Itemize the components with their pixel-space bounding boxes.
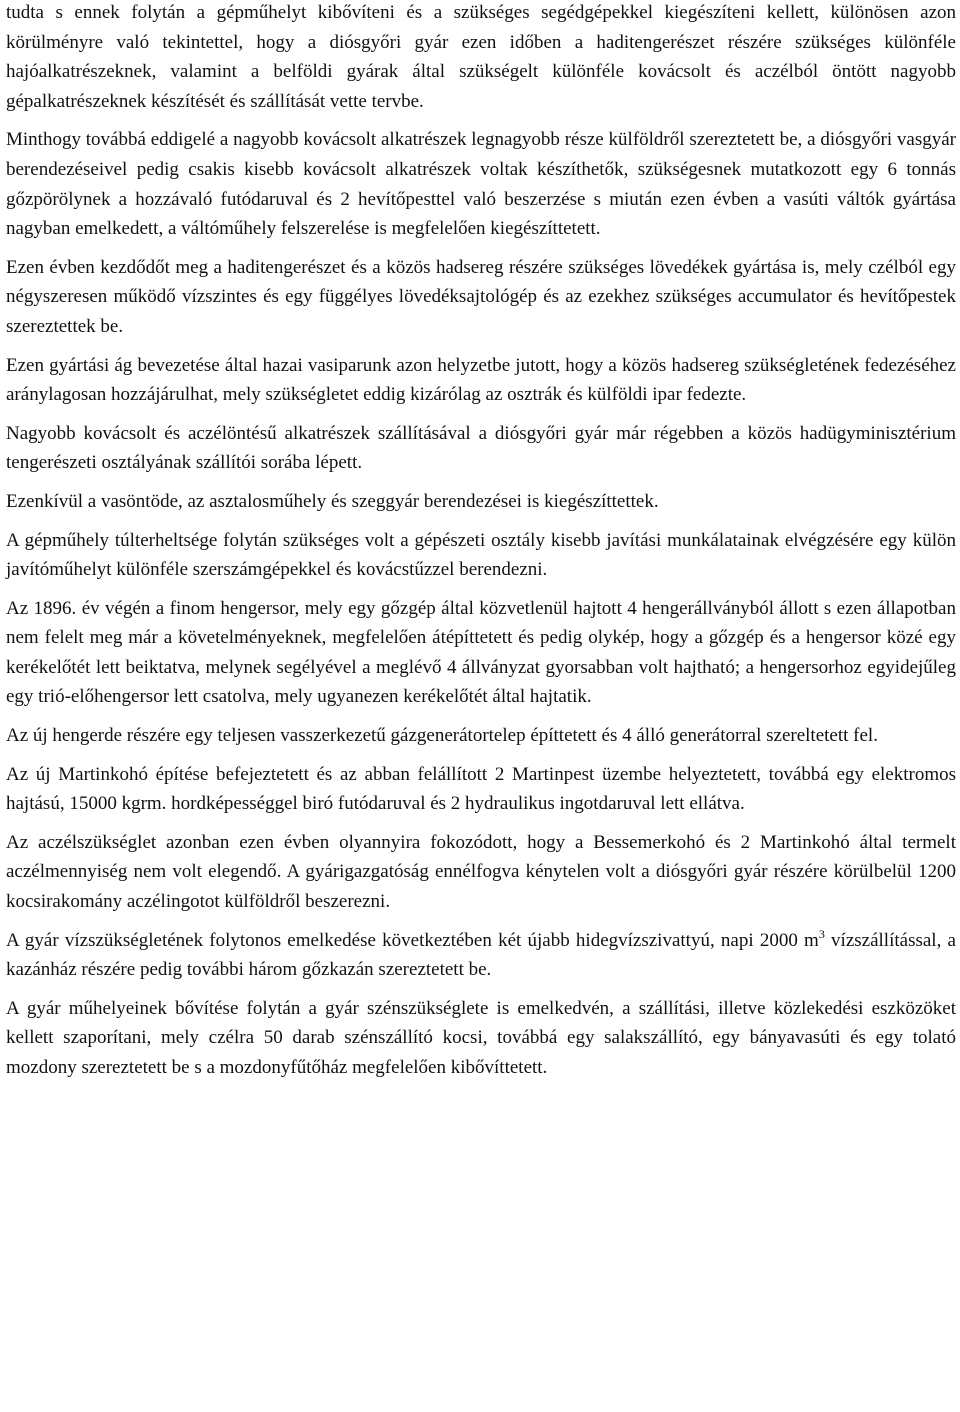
paragraph-steel-demand: Az aczélszükséglet azonban ezen évben olyannyira fokozódott, hogy a Bessemerkohó és 2 Martinkohó által termelt aczélmennyiség nem volt elegendő. A gyárigazgatóság ennélfogva kénytelen volt a diósgyőri gyár részére körülbelül 1200 kocsirakomány aczélingotot külföldről beszerezni. — [6, 831, 956, 913]
paragraph-water-supply — [6, 926, 956, 985]
paragraph-transport: A gyár műhelyeinek bővítése folytán a gyár szénszükséglete is emelkedvén, a szállítási, illetve közlekedési eszközöket kellett szaporítani, mely czélra 50 darab szénszállító kocsi, továbbá egy salakszállító, egy bányavasúti és egy tolató mozdony szereztetett be s a mozdonyfűtőház megfelelően kibővíttetett. — [6, 997, 956, 1078]
water-unit-superscript: 3 — [818, 926, 825, 941]
paragraph-steam-hammer: Minthogy továbbá eddigelé a nagyobb kovácsolt alkatrészek legnagyobb része külföldről szereztetett be, a diósgyőri vasgyár berendezéseivel pedig csakis kisebb kovácsolt alkatrészek voltak készíthetők, szükségesnek mutatkozott egy 6 tonnás gőzpörölynek a hozzávaló futódaruval és 2 hevítőpesttel való beszerzése s miután ezen évben a vasúti váltók gyártása nagyban emelkedett, a váltóműhely felszerelése is megfelelően kiegészíttetett. — [6, 129, 956, 240]
paragraph-rolling-mill: Az 1896. év végén a finom hengersor, mely egy gőzgép által közvetlenül hajtott 4 hengerállványból állott s ezen állapotban nem felelt meg már a követelményeknek, megfelelően átépíttetett és pedig olykép, hogy a gőzgép és a hengersor közé egy kerékelőtét lett beiktatva, melynek segélyével a meglévő 4 állványzat gyorsabban volt hajtható; a hengersorhoz egyidejűleg egy trió-előhengersor lett csatolva, mely ugyanezen kerékelőtét által hajtatik. — [6, 597, 956, 708]
water-text-after: vízszállítással, a kazánház részére pedig további három gőzkazán szereztetett be. — [6, 929, 956, 981]
document-page — [6, 0, 956, 1092]
water-text-before: A gyár vízszükségletének folytonos emelkedése következtében két újabb hidegvízszivattyú, napi 2000 m — [6, 929, 819, 951]
paragraph-martin-furnace: Az új Martinkohó építése befejeztetett és az abban felállított 2 Martinpest üzembe helyeztetett, továbbá egy elektromos hajtású, 15000 kgrm. hordképességgel biró futódaruval és 2 hydraulikus ingotdaruval lett ellátva. — [6, 763, 956, 815]
paragraph-navy-supplier: Nagyobb kovácsolt és aczélöntésű alkatrészek szállításával a diósgyőri gyár már régebben a közös hadügyminisztérium tengerészeti osztályának szállítói sorába lépett. — [6, 422, 956, 474]
paragraph-workshop-expansion: tudta s ennek folytán a gépműhelyt kibővíteni és a szükséges segédgépekkel kiegészíteni kellett, különösen azon körülményre való tekintettel, hogy a diósgyőri gyár ezen időben a haditengerészet részére szükséges különféle hajóalkatrészeknek, valamint a belföldi gyárak által szükségelt különféle kovácsolt és aczélból öntött nagyobb gépalkatrészeknek készítését és szállítását vette tervbe. — [6, 2, 956, 112]
paragraph-foundry: Ezenkívül a vasöntöde, az asztalosműhely és szeggyár berendezései is kiegészíttettek. — [6, 490, 659, 512]
paragraph-industry-position: Ezen gyártási ág bevezetése által hazai vasiparunk azon helyzetbe jutott, hogy a közös hadsereg szükségletének fedezéséhez aránylagosan hozzájárulhat, mely szükségletet eddig kizárólag az osztrák és külföldi ipar fedezte. — [6, 354, 956, 406]
paragraph-gas-generator: Az új hengerde részére egy teljesen vasszerkezetű gázgenerátortelep építtetett és 4 álló generátorral szereltetett fel. — [6, 725, 878, 747]
paragraph-projectiles: Ezen évben kezdődőt meg a haditengerészet és a közös hadsereg részére szükséges lövedékek gyártása is, mely czélból egy négyszeresen működő vízszintes és egy függélyes lövedéksajtológép és az ezekhez szükséges accumulator és hevítőpestek szereztettek be. — [6, 256, 956, 337]
paragraph-repair-shop: A gépműhely túlterheltsége folytán szükséges volt a gépészeti osztály kisebb javítási munkálatainak elvégzésére egy külön javítóműhelyt különféle szerszámgépekkel és kovácstűzzel berendezni. — [6, 529, 956, 581]
